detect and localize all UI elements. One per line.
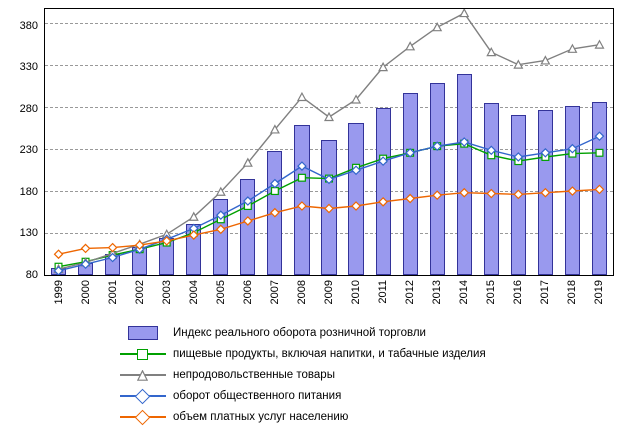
x-tick-label: 2013 [431,280,444,305]
legend-key-icon [120,388,166,404]
chart-legend [120,322,600,427]
legend-item[interactable] [120,385,600,406]
legend-label: объем платных услуг населению [173,410,349,423]
x-tick-label: 2000 [79,280,92,305]
legend-item[interactable] [120,364,600,385]
x-tick-label: 2014 [458,280,471,305]
legend-key-icon [120,325,166,341]
x-tick-label: 2018 [566,280,579,305]
y-tick-label: 280 [19,102,38,115]
legend-bar-swatch [128,326,158,340]
x-tick-label: 2016 [512,280,525,305]
x-tick-label: 2019 [593,280,606,305]
x-tick-label: 2011 [377,280,390,304]
legend-label: оборот общественного питания [173,389,342,402]
x-tick-label: 2015 [485,280,498,305]
legend-label: пищевые продукты, включая напитки, и табачные изделия [173,347,486,360]
legend-item[interactable] [120,322,600,343]
y-tick-label: 330 [19,61,38,74]
legend-item[interactable] [120,406,600,427]
x-tick-label: 2006 [241,280,254,305]
y-tick-label: 180 [19,185,38,198]
x-tick-label: 2004 [187,280,200,305]
legend-item[interactable] [120,343,600,364]
legend-key-icon [120,409,166,425]
legend-marker-icon [135,409,151,425]
legend-key-icon [120,346,166,362]
x-tick-label: 2002 [133,280,146,305]
x-tick-label: 1999 [52,280,65,305]
y-tick-label: 230 [19,144,38,157]
legend-marker-icon [137,370,148,381]
y-tick-label: 130 [19,227,38,240]
y-tick-label: 80 [25,269,38,281]
x-tick-label: 2005 [214,280,227,305]
x-tick-label: 2007 [268,280,281,305]
legend-label: непродовольственные товары [173,368,335,381]
x-tick-label: 2010 [350,280,363,305]
legend-key-icon [120,367,166,383]
legend-marker-icon [135,388,151,404]
legend-label: Индекс реального оборота розничной торговли [173,326,426,339]
x-tick-label: 2008 [295,280,308,305]
legend-marker-icon [137,349,148,360]
x-tick-label: 2012 [404,280,417,305]
x-tick-label: 2009 [323,280,335,305]
y-tick-label: 380 [19,19,38,32]
x-tick-label: 2017 [539,280,552,305]
x-tick-label: 2001 [106,280,119,305]
x-tick-label: 2003 [160,280,173,305]
